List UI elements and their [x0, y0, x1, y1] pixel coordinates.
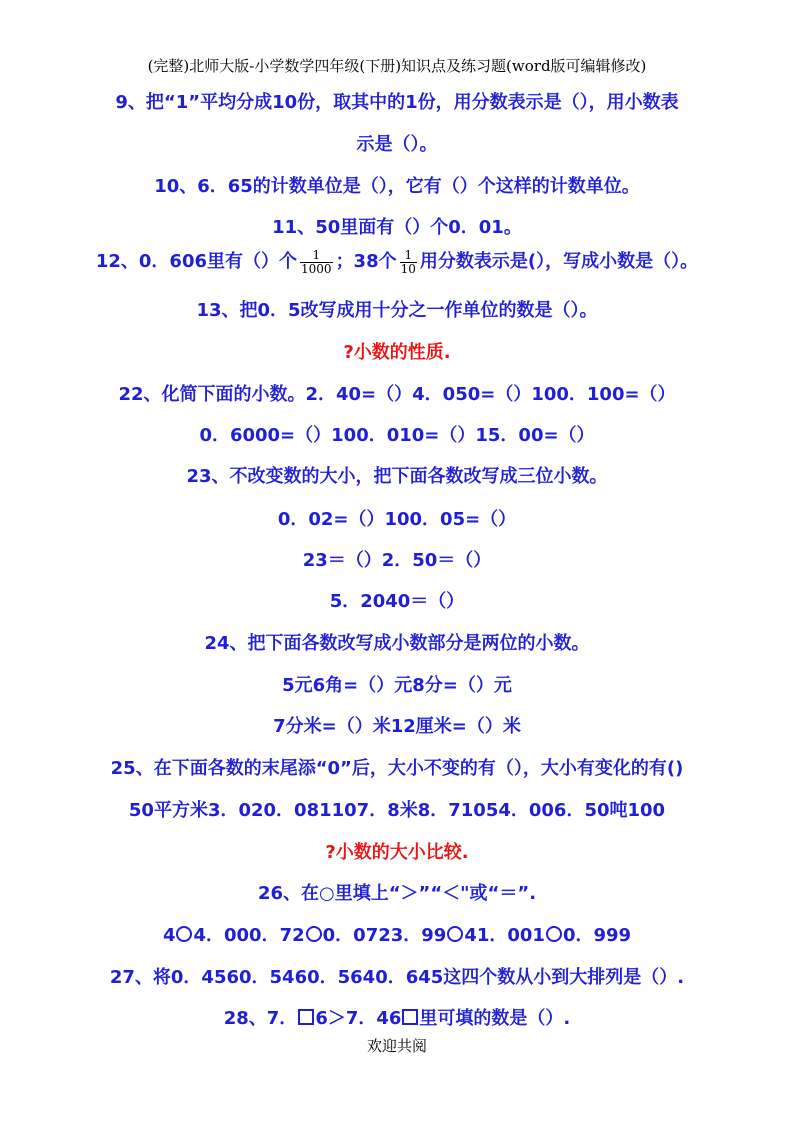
question-23-line-1: 0．02=（）100．05=（）: [277, 509, 517, 530]
question-25: 25、在下面各数的末尾添“0”后，大小不变的有（），大小有变化的有(): [110, 758, 684, 779]
question-26-part-5: 0．999: [562, 925, 632, 946]
question-24-line-2: 7分米=（）米12厘米=（）米: [273, 716, 521, 737]
question-26: 26、在○里填上“＞”“＜"或“＝”.: [257, 883, 537, 904]
fraction-denominator: 1000: [301, 261, 332, 276]
question-12-part-1: 12、0．606里有（）个: [95, 251, 298, 272]
question-26-part-4: 41．001: [464, 925, 545, 946]
question-12-part-2: ；38个: [335, 251, 397, 272]
question-9-line-2: 示是（）。: [356, 134, 438, 155]
question-27: 27、将0．4560．5460．5640．645这四个数从小到大排列是（）.: [109, 967, 685, 988]
question-28-part-3: 里可填的数是（）.: [419, 1008, 571, 1029]
question-10: 10、6．65的计数单位是（），它有（）个这样的计数单位。: [154, 176, 640, 197]
question-12-part-3: 用分数表示是(），写成小数是（）。: [419, 251, 699, 272]
question-22-line-1: 22、化简下面的小数。2．40=（）4．050=（）100．100=（）: [118, 384, 676, 405]
question-28-part-2: 6＞7．46: [315, 1008, 402, 1029]
answer-circle-2[interactable]: [306, 926, 322, 942]
document-header: (完整)北师大版-小学数学四年级(下册)知识点及练习题(word版可编辑修改): [147, 57, 647, 75]
question-12: [0, 247, 794, 276]
fraction-numerator: 1: [400, 249, 417, 263]
question-23-line-2: 23＝（）2．50＝（）: [302, 550, 492, 571]
question-13: 13、把0．5改写成用十分之一作单位的数是（）。: [196, 300, 598, 321]
question-23: 23、不改变数的大小，把下面各数改写成三位小数。: [186, 466, 608, 487]
question-26-part-2: 4．000．72: [193, 925, 305, 946]
question-11: 11、50里面有（）个0．01。: [272, 217, 522, 238]
fraction-one-thousandth: [300, 249, 333, 276]
fraction-denominator: 10: [400, 261, 416, 276]
question-24-line-1: 5元6角=（）元8分=（）元: [282, 675, 512, 696]
answer-box-2[interactable]: [402, 1009, 418, 1025]
question-28-part-1: 28、7．: [223, 1008, 298, 1029]
answer-circle-4[interactable]: [546, 926, 562, 942]
question-23-line-3: 5．2040＝（）: [329, 591, 465, 612]
question-26-part-3: 0．0723．99: [322, 925, 447, 946]
question-26-part-1: 4: [162, 925, 176, 946]
question-9-line-1: 9、把“1”平均分成10份，取其中的1份，用分数表示是（），用小数表: [115, 92, 679, 113]
section-heading-decimal-properties: ?小数的性质.: [343, 342, 451, 363]
answer-circle-3[interactable]: [447, 926, 463, 942]
document-footer: 欢迎共阅: [366, 1037, 427, 1055]
question-24: 24、把下面各数改写成小数部分是两位的小数。: [204, 633, 590, 654]
question-22-line-2: 0．6000=（）100．010=（）15．00=（）: [199, 425, 595, 446]
section-heading-decimal-comparison: ?小数的大小比较.: [325, 842, 469, 863]
question-28: [0, 1004, 794, 1030]
answer-circle-1[interactable]: [176, 926, 192, 942]
question-26-items: [0, 921, 794, 947]
answer-box-1[interactable]: [298, 1009, 314, 1025]
fraction-numerator: 1: [300, 249, 333, 263]
question-25-numbers: 50平方米3．020．081107．8米8．71054．006．50吨100: [128, 800, 666, 821]
fraction-one-tenth: [400, 249, 417, 276]
